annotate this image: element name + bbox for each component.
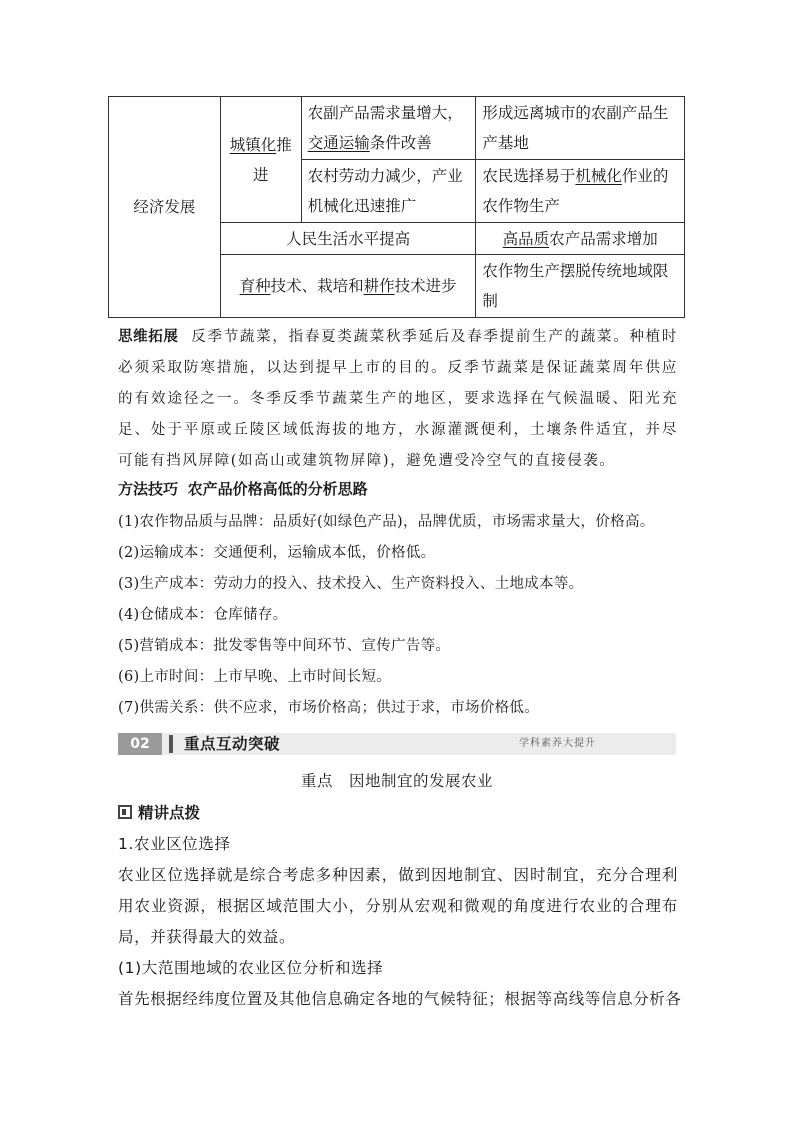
cause-4-underlined-b: 耕作 [363, 277, 395, 295]
item-2-title: (1)大范围地域的农业区位分析和选择 [118, 959, 384, 977]
focus-title [0, 770, 794, 792]
section-title: 重点互动突破 [184, 735, 281, 753]
note-label: 思维拓展 [118, 329, 179, 345]
subsection-heading [118, 801, 200, 825]
effect-3-underlined: 高品质 [502, 229, 550, 248]
effect-cell-4: 农作物生产摆脱传统地域限制 [476, 255, 685, 318]
cause-4-text-b: 技术进步 [394, 277, 457, 295]
focus-label: 重点 [300, 772, 333, 790]
method-title: 农产品价格高低的分析思路 [187, 480, 368, 498]
cause-4-text-a: 技术、栽培和 [270, 277, 364, 295]
urbanization-underlined: 城镇化 [229, 135, 277, 154]
cause-cell-4 [220, 255, 476, 318]
subsection-heading-text: 精讲点拨 [138, 804, 201, 822]
item-1-title: 1.农业区位选择 [118, 835, 231, 853]
effect-2-text-b: 作业的农作物生产 [482, 167, 669, 215]
cause-4-underlined-a: 育种 [239, 277, 271, 295]
urbanization-cell [220, 97, 301, 223]
effect-3-text: 农产品需求增加 [549, 229, 658, 248]
book-mark-icon [118, 805, 132, 819]
list-item: (2)运输成本：交通便利，运输成本低，价格低。 [118, 545, 436, 561]
list-item: (1)农作物品质与品牌：品质好(如绿色产品)，品牌优质，市场需求量大，价格高。 [118, 514, 655, 530]
thinking-extension-note [118, 322, 678, 477]
section-banner [118, 733, 676, 755]
list-item: (7)供需关系：供不应求，市场价格高；供过于求，市场价格低。 [118, 700, 540, 716]
focus-text: 因地制宜的发展农业 [349, 772, 494, 790]
effect-cell-3 [476, 223, 685, 255]
effect-2-underlined: 机械化 [575, 167, 622, 185]
section-number: 02 [118, 733, 162, 755]
row-header: 经济发展 [109, 97, 221, 318]
cause-cell-1 [301, 97, 476, 160]
list-item: (4)仓储成本：仓库储存。 [118, 607, 288, 623]
method-tips-heading [118, 478, 368, 499]
economic-development-table [108, 96, 685, 318]
method-label: 方法技巧 [118, 480, 179, 498]
cause-cell-2: 农村劳动力减少，产业机械化迅速推广 [301, 160, 476, 223]
list-item: (6)上市时间：上市早晚、上市时间长短。 [118, 669, 392, 685]
list-item: (3)生产成本：劳动力的投入、技术投入、生产资料投入、土地成本等。 [118, 576, 584, 592]
list-item: (5)营销成本：批发零售等中间环节、宣传广告等。 [118, 638, 451, 654]
note-text: 反季节蔬菜，指春夏类蔬菜秋季延后及春季提前生产的蔬菜。种植时必须采取防寒措施，以达到提早上市的目的。反季节蔬菜是保证蔬菜周年供应的有效途径之一。冬季反季节蔬菜生产的地区，要求选择在气候温暖、阳光充足、处于平原或丘陵区域低海拔的地方，水源灌溉便利，土壤条件适宜，并尽可能有挡风屏障(如高山或建筑物屏障)，避免遭受冷空气的直接侵袭。 [118, 329, 679, 469]
effect-cell-2 [476, 160, 685, 223]
item-1-paragraph: 农业区位选择就是综合考虑多种因素，做到因地制宜、因时制宜，充分合理利用农业资源，根据区域范围大小，分别从宏观和微观的角度进行农业的合理布局，并获得最大的效益。 [118, 866, 678, 946]
effect-cell-1: 形成远离城市的农副产品生产基地 [476, 97, 685, 160]
banner-divider [169, 735, 173, 753]
cause-1-text-a: 农副产品需求量增大， [307, 104, 463, 122]
cause-1-underlined: 交通运输 [307, 134, 370, 152]
urbanization-rest: 推进 [252, 135, 292, 184]
section-subtitle: 学科素养大提升 [519, 738, 596, 749]
cause-cell-3: 人民生活水平提高 [220, 223, 476, 255]
effect-2-text-a: 农民选择易于 [482, 167, 576, 185]
method-list [118, 507, 688, 724]
item-2-paragraph: 首先根据经纬度位置及其他信息确定各地的气候特征；根据等高线等信息分析各 [118, 990, 682, 1008]
cause-1-text-b: 条件改善 [369, 134, 432, 152]
